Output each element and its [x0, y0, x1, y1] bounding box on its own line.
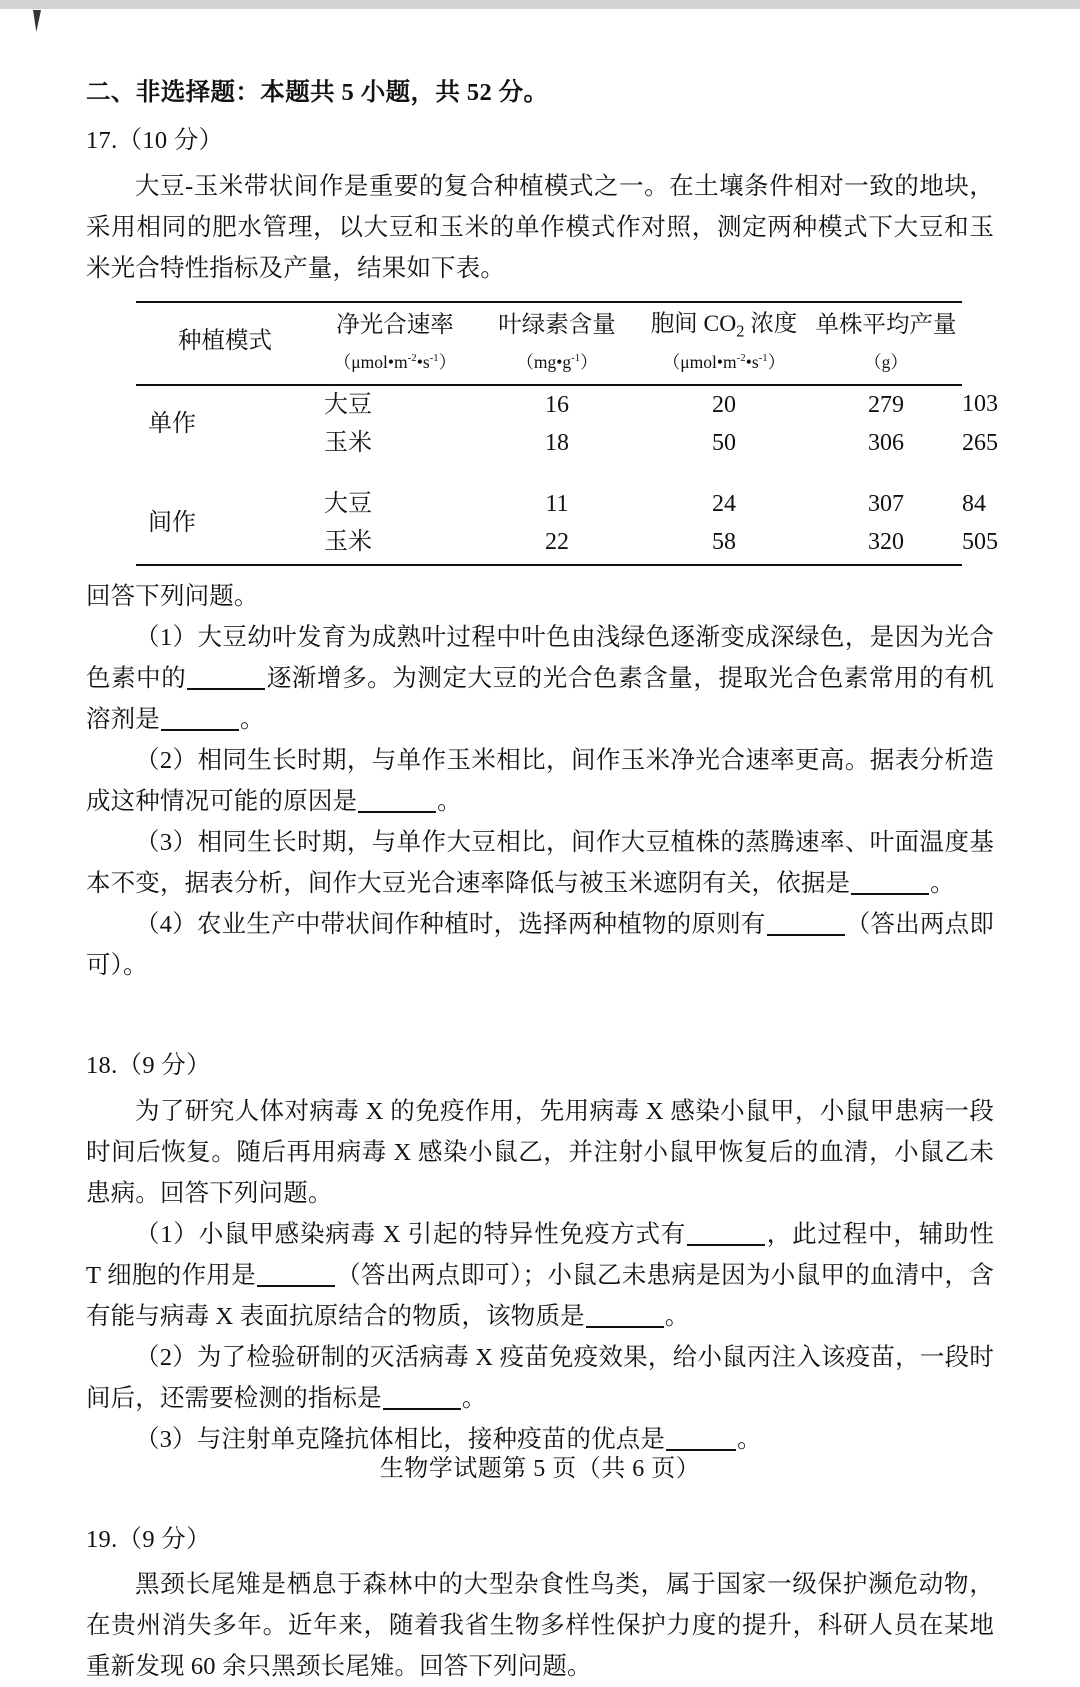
table-unit-intercellular-co2: $(\mu mol•m^{-2}•s^{-1})$: [662, 351, 786, 372]
cell-intercellular-co2: 279: [868, 391, 904, 418]
q17-sub4-text-a: （4）农业生产中带状间作种植时，选择两种植物的原则有: [135, 910, 766, 938]
q18-sub1-text-c: （答出两点即可）；小鼠乙未患病是因为小鼠甲的血清中，含有能与病毒 X 表面抗原结合的物质，该物质是: [86, 1261, 994, 1330]
question-18-stem: 为了研究人体对病毒 X 的免疫作用，先用病毒 X 感染小鼠甲，小鼠甲患病一段时间后恢复。随后再用病毒 X 感染小鼠乙，并注射小鼠甲恢复后的血清，小鼠乙未患病。回答下列问题。: [86, 1097, 994, 1207]
question-gap: [86, 986, 994, 1048]
cell-chlorophyll: 58: [712, 529, 736, 556]
table-row: 玉米 22 58 320 505: [136, 523, 962, 561]
row-crop-label: 玉米: [324, 529, 372, 556]
question-19-stem: 黑颈长尾雉是栖息于森林中的大型杂食性鸟类，属于国家一级保护濒危动物，在贵州消失多年。近年来，随着我省生物多样性保护力度的提升，科研人员在某地重新发现 60 余只黑颈长尾雉。回答下列问题。: [86, 1571, 994, 1681]
q18-sub1-text-a: （1）小鼠甲感染病毒 X 引起的特异性免疫方式有: [135, 1220, 687, 1248]
row-crop-label: 大豆: [324, 391, 372, 418]
question-17-number: 17.（10 分）: [86, 127, 224, 155]
cell-net-photosynthesis: 16: [545, 391, 569, 418]
question-17-stem: 大豆-玉米带状间作是重要的复合种植模式之一。在土壤条件相对一致的地块，采用相同的肥水管理，以大豆和玉米的单作模式作对照，测定两种模式下大豆和玉米光合特性指标及产量，结果如下表。: [86, 172, 994, 282]
q18-sub3-text-a: （3）与注射单克隆抗体相比，接种疫苗的优点是: [135, 1425, 666, 1453]
question-17-sub2: [86, 740, 994, 822]
q18-sub2-text-b: 。: [461, 1384, 487, 1412]
table-row: 间作 大豆 11 24 307 84: [136, 485, 962, 523]
answer-blank[interactable]: [586, 1300, 664, 1328]
cell-net-photosynthesis: 22: [545, 529, 569, 556]
table-unit-net-photosynthesis: $(\mu mol•m^{-2}•s^{-1})$: [333, 351, 457, 372]
answer-blank[interactable]: [257, 1259, 335, 1287]
q18-sub1-text-b: ，此过程中，辅助性 T 细胞的作用是: [86, 1220, 994, 1289]
q18-sub3-text-b: 。: [737, 1425, 762, 1453]
q17-sub1-text-a: （1）大豆幼叶发育为成熟叶过程中叶色由浅绿色逐渐变成深绿色，是因为光合色素中的: [86, 623, 994, 692]
cell-chlorophyll: 24: [712, 490, 736, 517]
question-17-sub1: [86, 617, 994, 740]
row-crop-label: 大豆: [324, 490, 372, 517]
question-17-prompt: 回答下列问题。: [86, 582, 259, 610]
question-18-sub1: [86, 1214, 994, 1337]
cell-net-photosynthesis: 18: [545, 430, 569, 457]
cell-intercellular-co2: 320: [868, 529, 904, 556]
answer-blank[interactable]: [358, 786, 436, 814]
cell-chlorophyll: 20: [712, 391, 736, 418]
cell-intercellular-co2: 306: [868, 430, 904, 457]
question-18-number: 18.（9 分）: [86, 1051, 211, 1079]
q17-sub1-text-b: 逐渐增多。为测定大豆的光合色素含量，提取光合色素常用的有机溶剂是: [86, 664, 994, 733]
section-heading: 二、非选择题：本题共 5 小题，共 52 分。: [86, 79, 549, 106]
answer-blank[interactable]: [383, 1382, 461, 1410]
page-content: [86, 76, 998, 1687]
cell-chlorophyll: 50: [712, 430, 736, 457]
question-19-number: 19.（9 分）: [86, 1525, 211, 1553]
table-header-intercellular-co2: 胞间 $CO_2$ 浓度: [638, 302, 810, 351]
photosynthesis-table-body: [136, 385, 998, 565]
table-header-chlorophyll: 叶绿素含量: [476, 302, 638, 351]
table-unit-yield: （g）: [864, 351, 908, 372]
photosynthesis-data-table: [136, 301, 998, 566]
table-unit-chlorophyll: $(mg•g^{-1})$: [516, 351, 598, 372]
q18-sub1-text-d: 。: [664, 1302, 690, 1330]
answer-blank[interactable]: [851, 868, 929, 896]
q17-sub3-text-a: （3）相同生长时期，与单作大豆相比，间作大豆植株的蒸腾速率、叶面温度基本不变，据表分析，间作大豆光合速率降低与被玉米遮阴有关，依据是: [86, 828, 994, 897]
cell-intercellular-co2: 307: [868, 490, 904, 517]
table-row: 玉米 18 50 306 265: [136, 424, 962, 462]
photosynthesis-table-wrapper: [86, 301, 998, 566]
table-row: 单作 大豆 16 20 279 103: [136, 385, 962, 424]
q17-sub1-text-c: 。: [239, 705, 265, 733]
table-header-yield-per-plant: 单株平均产量: [810, 302, 962, 351]
row-crop-label: 玉米: [324, 430, 372, 457]
question-17-sub4: [86, 904, 994, 986]
q17-sub3-text-b: 。: [930, 869, 955, 897]
row-group-label-intercropping: 间作: [148, 510, 196, 537]
table-group-spacer: [136, 463, 962, 485]
answer-blank[interactable]: [767, 909, 845, 937]
answer-blank[interactable]: [161, 704, 239, 732]
question-17-sub3: [86, 822, 994, 904]
q17-sub2-text-b: 。: [437, 787, 462, 815]
row-group-label-monoculture: 单作: [148, 411, 196, 438]
q17-sub4-text-b: （答出两点即可）。: [86, 910, 994, 979]
page-footer: 生物学试题第 5 页（共 6 页）: [379, 1456, 701, 1482]
answer-blank[interactable]: [187, 663, 265, 691]
answer-blank[interactable]: [666, 1423, 736, 1451]
table-header-net-photosynthesis: 净光合速率: [314, 302, 476, 351]
cell-net-photosynthesis: 11: [545, 490, 569, 517]
q18-sub2-text-a: （2）为了检验研制的灭活病毒 X 疫苗免疫效果，给小鼠丙注入该疫苗，一段时间后，还需要检测的指标是: [86, 1343, 994, 1412]
question-18-sub2: [86, 1337, 994, 1419]
answer-blank[interactable]: [687, 1218, 765, 1246]
q17-sub2-text-a: （2）相同生长时期，与单作玉米相比，间作玉米净光合速率更高。据表分析造成这种情况可能的原因是: [86, 746, 994, 815]
table-header-mode: 种植模式: [136, 302, 314, 382]
